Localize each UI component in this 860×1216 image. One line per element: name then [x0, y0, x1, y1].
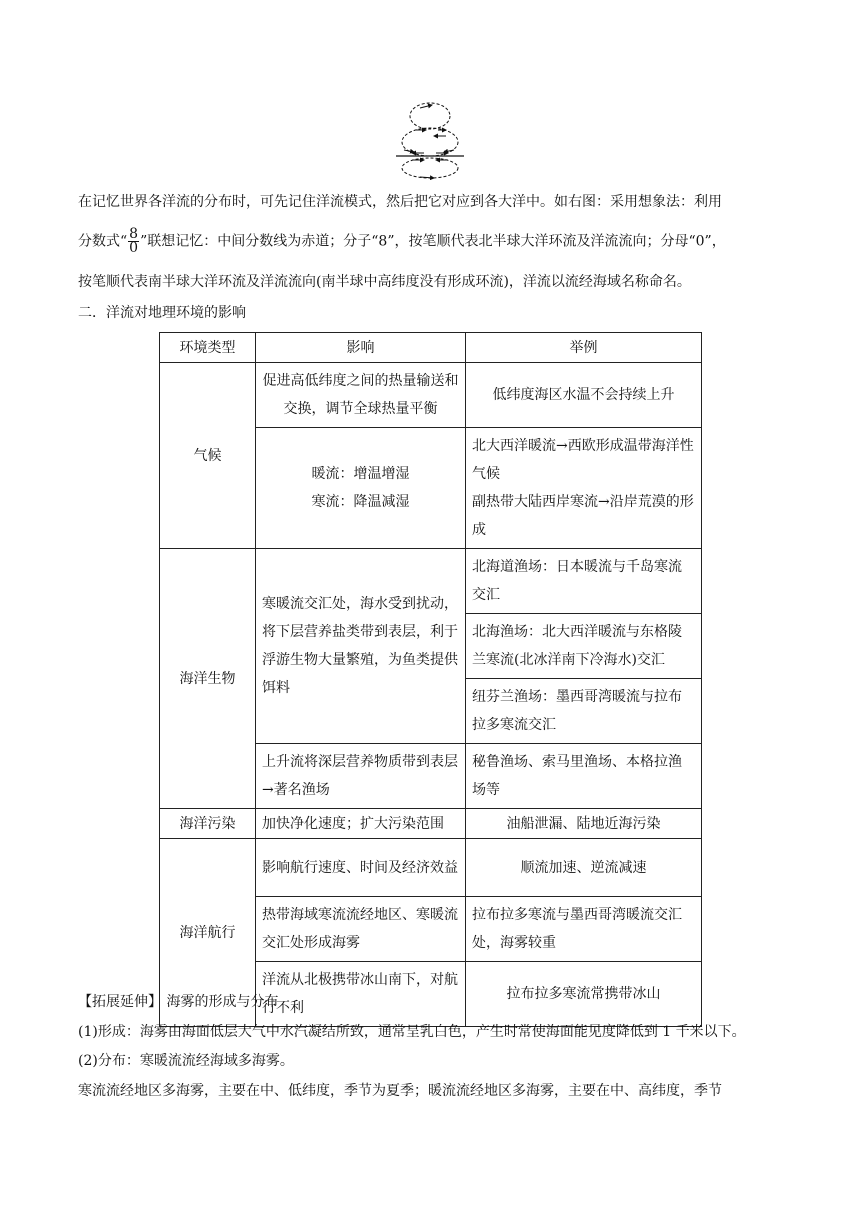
- bio-effect-2: 上升流将深层营养物质带到表层→著名渔场: [256, 744, 466, 809]
- extension-title: 【拓展延伸】 海雾的形成与分布: [78, 994, 279, 1010]
- section-title: 二．洋流对地理环境的影响: [78, 305, 246, 321]
- climate-example-warm: 北大西洋暖流→西欧形成温带海洋性气候: [472, 438, 694, 482]
- climate-effect-1: 促进高低纬度之间的热量输送和交换，调节全球热量平衡: [256, 363, 466, 428]
- navigation-example-1: 顺流加速、逆流减速: [466, 839, 702, 897]
- climate-example-2: [466, 428, 702, 549]
- pollution-example: 油船泄漏、陆地近海污染: [466, 809, 702, 839]
- intro-line-1: 在记忆世界各洋流的分布时，可先记住洋流模式，然后把它对应到各大洋中。如右图：采用想象法：利用: [78, 194, 722, 210]
- header-example: 举例: [466, 333, 702, 363]
- navigation-effect-2: 热带海域寒流流经地区、寒暖流交汇处形成海雾: [256, 897, 466, 962]
- ocean-current-diagram: [390, 100, 470, 182]
- bio-example-newfoundland: 纽芬兰渔场：墨西哥湾暖流与拉布拉多寒流交汇: [466, 679, 702, 744]
- intro-line-2-post: ”联想记忆：中间分数线为赤道；分子“8”，按笔顺代表北半球大洋环流及洋流流向；分母“0”，: [140, 233, 726, 250]
- table-row: [160, 549, 702, 614]
- table-header-row: [160, 333, 702, 363]
- type-marine-biology: 海洋生物: [160, 549, 256, 809]
- extension-p2: (2)分布：寒暖流流经海域多海雾。: [78, 1053, 294, 1069]
- table-row: [160, 363, 702, 428]
- climate-example-1: 低纬度海区水温不会持续上升: [466, 363, 702, 428]
- navigation-effect-1: 影响航行速度、时间及经济效益: [256, 839, 466, 897]
- climate-example-cold: 副热带大陆西岸寒流→沿岸荒漠的形成: [472, 494, 694, 538]
- navigation-effect-3: 洋流从北极携带冰山南下，对航行不利: [256, 962, 466, 1027]
- ocean-current-impact-table: [159, 332, 702, 1027]
- bio-example-north-sea: 北海渔场：北大西洋暖流与东格陵兰寒流(北冰洋南下冷海水)交汇: [466, 614, 702, 679]
- fraction-denominator: 0: [129, 240, 139, 256]
- intro-line-3: 按笔顺代表南半球大洋环流及洋流流向(南半球中高纬度没有形成环流)，洋流以流经海域名称命名。: [78, 274, 691, 290]
- climate-effect-2: [256, 428, 466, 549]
- bio-example-2: 秘鲁渔场、索马里渔场、本格拉渔场等: [466, 744, 702, 809]
- table-row: [160, 809, 702, 839]
- navigation-example-2: 拉布拉多寒流与墨西哥湾暖流交汇处，海雾较重: [466, 897, 702, 962]
- fraction: [128, 228, 139, 255]
- climate-effect-warm: 暖流：增温增湿: [311, 466, 410, 482]
- extension-p3: 寒流流经地区多海雾，主要在中、低纬度，季节为夏季；暖流流经地区多海雾，主要在中、高纬度，季节: [78, 1083, 722, 1099]
- type-marine-pollution: 海洋污染: [160, 809, 256, 839]
- intro-line-2-pre: 分数式“: [78, 233, 128, 250]
- extension-p1: (1)形成：海雾由海面低层大气中水汽凝结所致，通常呈乳白色，产生时常使海面能见度降低到 1 千米以下。: [78, 1024, 746, 1040]
- pollution-effect: 加快净化速度；扩大污染范围: [256, 809, 466, 839]
- type-climate: 气候: [160, 363, 256, 549]
- navigation-example-3: 拉布拉多寒流常携带冰山: [466, 962, 702, 1027]
- bio-example-hokkaido: 北海道渔场：日本暖流与千岛寒流交汇: [466, 549, 702, 614]
- type-navigation: 海洋航行: [160, 839, 256, 1027]
- fraction-numerator: 8: [129, 226, 139, 242]
- header-impact: 影响: [256, 333, 466, 363]
- intro-line-2: [78, 228, 784, 255]
- table-row: [160, 839, 702, 897]
- bio-effect-1: 寒暖流交汇处，海水受到扰动，将下层营养盐类带到表层，利于浮游生物大量繁殖，为鱼类提供饵料: [256, 549, 466, 744]
- header-env-type: 环境类型: [160, 333, 256, 363]
- climate-effect-cold: 寒流：降温减湿: [311, 494, 410, 510]
